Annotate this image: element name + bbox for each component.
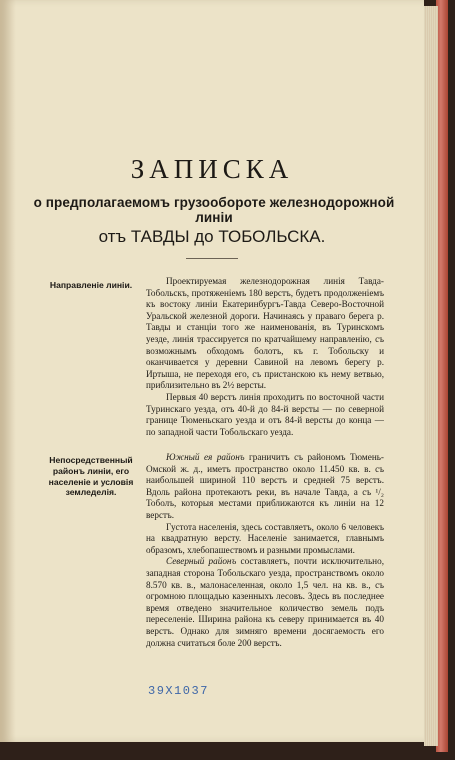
- document-title: ЗАПИСКА: [130, 154, 294, 184]
- document-subtitle: о предполагаемомъ грузообороте железнодорожной линіи: [33, 195, 395, 225]
- title-divider: [186, 258, 238, 259]
- document-subtitle-route: отъ ТАВДЫ до ТОБОЛЬСКА.: [98, 227, 326, 246]
- paragraph: Проектируемая железнодорожная линія Тавда-Тобольскъ, протяженіемъ 180 верстъ, будетъ продолженіемъ къ востоку линіи Екатеринбургъ-Тавда Северо-Восточной Уральской железной дороги. Начинаясь у праваго берега р. Тавды и станціи того же наименованія, въ Туринскомъ уезде, линія трассируется по кратчайшему направленію, съ возможнымъ обходомъ болотъ, къ г. Тобольску и оканчивается у деревни Савиной на левомъ берегу р. Иртыша, не переходя его, съ пристанскою къ нему ветвью, приблизительно въ 2½ версты.: [146, 276, 384, 391]
- paragraph: [146, 556, 384, 649]
- paragraph-text: Густота населенія, здесь составляетъ, около 6 человекъ на квадратную версту. Населеніе занимается, главнымъ образомъ, хлебопашествомъ и разными промыслами.: [146, 521, 384, 555]
- library-stamp: 39X1037: [148, 684, 209, 698]
- paragraph-lead: Южный ея районъ: [166, 452, 245, 462]
- paragraph-lead: Северный районъ: [166, 556, 237, 567]
- section-district-body: [146, 452, 384, 649]
- paragraph: [146, 522, 384, 557]
- margin-heading-direction: Направленіе линіи.: [49, 280, 133, 290]
- page-edges: [424, 6, 438, 746]
- page-gutter: [0, 0, 16, 742]
- paragraph: [146, 452, 384, 522]
- margin-heading-district: Непосредственный районъ линіи, его населеніе и условія земледелія.: [48, 455, 134, 498]
- section-direction-body: [146, 276, 384, 438]
- paragraph-text: граничитъ съ райономъ Тюмень-Омской ж. д., иметъ пространство около 11.450 кв. в. съ наибольшей шириной 110 верстъ и средней 75 верстъ. Вдоль района протекаютъ реки, въ начале Тавда, а съ ¹/₂ Тоболъ, которыя местами приближаются къ линіи на 12 верстъ.: [146, 452, 384, 520]
- paragraph: Первыя 40 верстъ линія проходитъ по восточной части Туринскаго уезда, отъ 40-й до 84-й версты — по северной границе Тюменьскаго уезда и отъ 84-й версты до конца — по западной части Тобольскаго уезда.: [146, 391, 384, 437]
- paragraph-text: составляетъ, почти исключительно, западная сторона Тобольскаго уезда, пространствомъ около 8.570 кв. в., малонаселенная, около 1,5 чел. на кв. в., съ огромною площадью казенныхъ лесовъ. Здесь въ последнее время отведено значительное количество земель подъ переселеніе. Ширина района къ северу принимается въ 40 верстъ. Однако для зимняго времени досягаемость его должна считаться боле 200 верстъ.: [146, 556, 384, 648]
